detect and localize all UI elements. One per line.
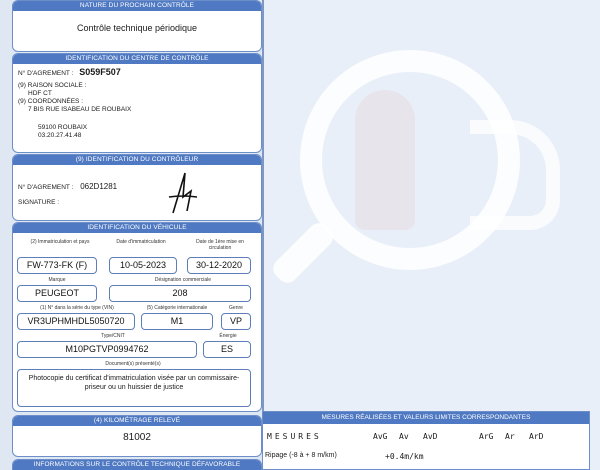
- genre-value: VP: [221, 313, 251, 330]
- nature-header: NATURE DU PROCHAIN CONTRÔLE: [13, 1, 261, 11]
- centre-raison-value: HDF CT: [28, 90, 52, 97]
- centre-agrement-value: S059F507: [79, 67, 121, 77]
- marque-value: PEUGEOT: [17, 285, 97, 302]
- energie-value: ES: [203, 341, 251, 358]
- immat-value: FW-773-FK (F): [17, 257, 97, 274]
- type-value: M10PGTVP0994762: [17, 341, 197, 358]
- mesures-col-4: Ar: [505, 432, 515, 441]
- ripage-label: Ripage (-8 à + 8 m/km): [265, 452, 337, 459]
- date-circ-label: Date de 1ère mise en circulation: [196, 239, 244, 251]
- controleur-agrement-value: 062D1281: [80, 182, 118, 191]
- controleur-agrement-label: N° D'AGREMENT :: [18, 184, 74, 191]
- controleur-signature-label: SIGNATURE :: [18, 199, 60, 206]
- categorie-value: M1: [141, 313, 213, 330]
- vin-value: VR3UPHMHDL5050720: [17, 313, 135, 330]
- kilometrage-section: [12, 415, 262, 457]
- docs-value: Photocopie du certificat d'immatriculation visée par un commissaire-priseur ou un huissier de justice: [17, 369, 251, 407]
- kilometrage-header: (4) KILOMÉTRAGE RELEVÉ: [13, 416, 261, 426]
- controleur-section: [12, 154, 262, 221]
- mesures-col-2: AvD: [423, 432, 438, 441]
- vin-label: (1) N° dans la série du type (VIN): [40, 305, 114, 311]
- infos-section: [12, 459, 262, 470]
- signature-image: [163, 167, 203, 217]
- energie-label: Énergie: [219, 333, 237, 339]
- immat-label: (2) Immatriculation et pays: [30, 239, 90, 245]
- date-immat-value: 10-05-2023: [109, 257, 177, 274]
- docs-label: Document(s) présenté(s): [105, 361, 161, 367]
- genre-label: Genre: [229, 305, 243, 311]
- centre-address1: 7 BIS RUE ISABEAU DE ROUBAIX: [28, 106, 132, 113]
- centre-phone: 03.20.27.41.48: [38, 132, 82, 139]
- vehicule-section: [12, 222, 262, 412]
- centre-coord-label: (9) COORDONNÉES :: [18, 98, 84, 105]
- mesures-col-1: Av: [399, 432, 409, 441]
- mesures-col-3: ArG: [479, 432, 494, 441]
- mesures-header: MESURES RÉALISÉES ET VALEURS LIMITES CORRESPONDANTES: [263, 412, 589, 424]
- designation-value: 208: [109, 285, 251, 302]
- designation-label: Désignation commerciale: [154, 277, 212, 283]
- date-immat-label: Date d'immatriculation: [116, 239, 166, 245]
- kilometrage-value: 81002: [123, 432, 151, 443]
- infos-header: INFORMATIONS SUR LE CONTRÔLE TECHNIQUE DÉFAVORABLE: [13, 460, 261, 470]
- ripage-value: +0.4m/km: [385, 452, 424, 461]
- categorie-label: (5) Catégorie internationale: [146, 305, 208, 311]
- date-circ-value: 30-12-2020: [187, 257, 251, 274]
- controleur-header: (9) IDENTIFICATION DU CONTRÔLEUR: [13, 155, 261, 165]
- vehicule-header: IDENTIFICATION DU VÉHICULE: [13, 223, 261, 233]
- mesures-section: [262, 411, 590, 470]
- nature-section: [12, 0, 262, 52]
- mesures-title: MESURES: [267, 432, 322, 441]
- type-label: Type/CNIT: [101, 333, 125, 339]
- mesures-col-5: ArD: [529, 432, 544, 441]
- centre-agrement-label: N° D'AGREMENT :: [18, 70, 74, 77]
- centre-address2: 59100 ROUBAIX: [38, 124, 88, 131]
- watermark-car-icon: [470, 120, 560, 230]
- mesures-col-0: AvG: [373, 432, 388, 441]
- centre-header: IDENTIFICATION DU CENTRE DE CONTRÔLE: [13, 54, 261, 64]
- centre-section: [12, 53, 262, 153]
- marque-label: Marque: [48, 277, 66, 283]
- nature-value: Contrôle technique périodique: [76, 23, 198, 33]
- centre-raison-label: (9) RAISON SOCIALE :: [18, 82, 87, 89]
